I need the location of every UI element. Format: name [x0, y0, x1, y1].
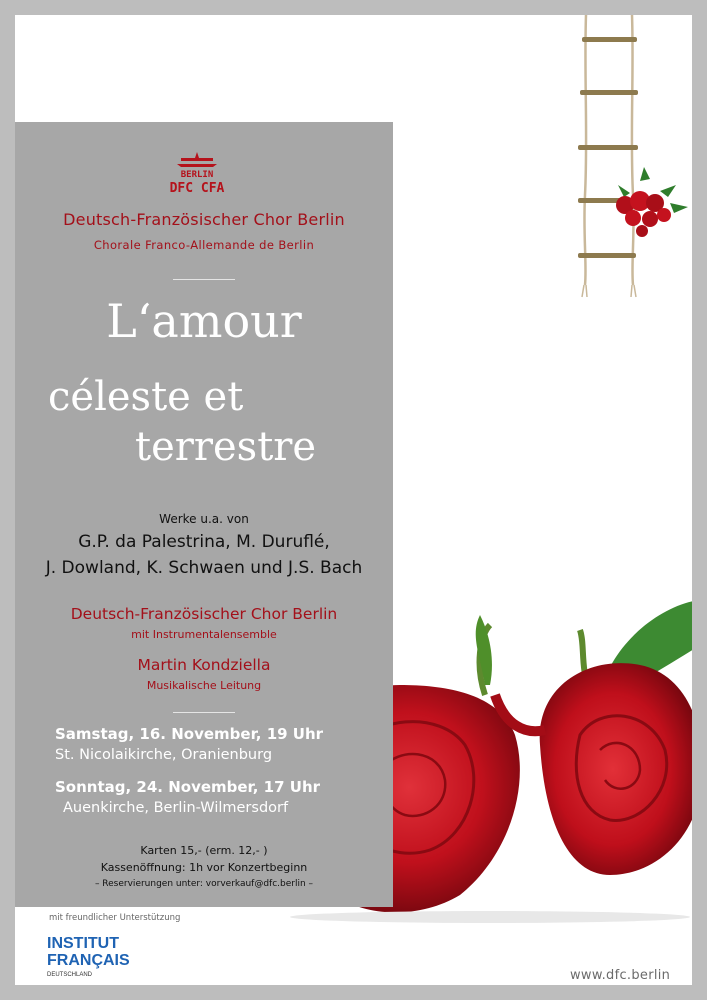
poster-canvas — [15, 15, 692, 985]
support-label: mit freundlicher Unterstützung — [49, 913, 181, 923]
institut-francais-logo — [47, 932, 157, 980]
performer-conductor-name: Martin Kondziella — [137, 656, 271, 674]
composers-line-2: J. Dowland, K. Schwaen und J.S. Bach — [45, 558, 363, 578]
rose-bouquet-image — [600, 163, 692, 243]
info-panel — [15, 122, 393, 907]
performer-choir-name: Deutsch-Französischer Chor Berlin — [70, 605, 338, 623]
choir-name-french: Chorale Franco-Allemande de Berlin — [93, 238, 315, 252]
divider — [173, 279, 235, 280]
divider — [173, 712, 235, 713]
concert-2-date: Sonntag, 24. November, 17 Uhr — [55, 778, 321, 796]
composers-line-1: G.P. da Palestrina, M. Duruflé, — [78, 532, 330, 552]
ticket-price: Karten 15,- (erm. 12,- ) — [140, 844, 268, 857]
sponsor-line-1: INSTITUT — [47, 935, 119, 952]
works-label: Werke u.a. von — [159, 512, 249, 526]
concert-1-venue: St. Nicolaikirche, Oranienburg — [55, 747, 273, 763]
performer-choir-role: mit Instrumentalensemble — [131, 628, 277, 641]
title-line-1: L‘amour — [106, 294, 302, 348]
rope-ladder-image — [570, 15, 660, 300]
logo-line1: BERLIN — [180, 170, 214, 180]
title-line-3: terrestre — [135, 424, 317, 470]
concert-1-date: Samstag, 16. November, 19 Uhr — [55, 725, 324, 743]
sponsor-line-3: DEUTSCHLAND — [47, 972, 93, 978]
title-line-2: céleste et — [48, 374, 244, 420]
performer-conductor-role: Musikalische Leitung — [146, 679, 262, 692]
box-office-opening: Kassenöffnung: 1h vor Konzertbeginn — [100, 861, 308, 874]
sponsor-line-2: FRANÇAIS — [47, 952, 130, 969]
website-link[interactable]: www.dfc.berlin — [570, 968, 671, 983]
dfc-cfa-logo — [167, 150, 227, 200]
choir-name-german: Deutsch-Französischer Chor Berlin — [63, 210, 345, 229]
reservation-contact: – Reservierungen unter: vorverkauf@dfc.berlin – — [94, 879, 314, 889]
concert-2-venue: Auenkirche, Berlin-Wilmersdorf — [63, 800, 289, 816]
logo-line2: DFC CFA — [169, 181, 225, 196]
